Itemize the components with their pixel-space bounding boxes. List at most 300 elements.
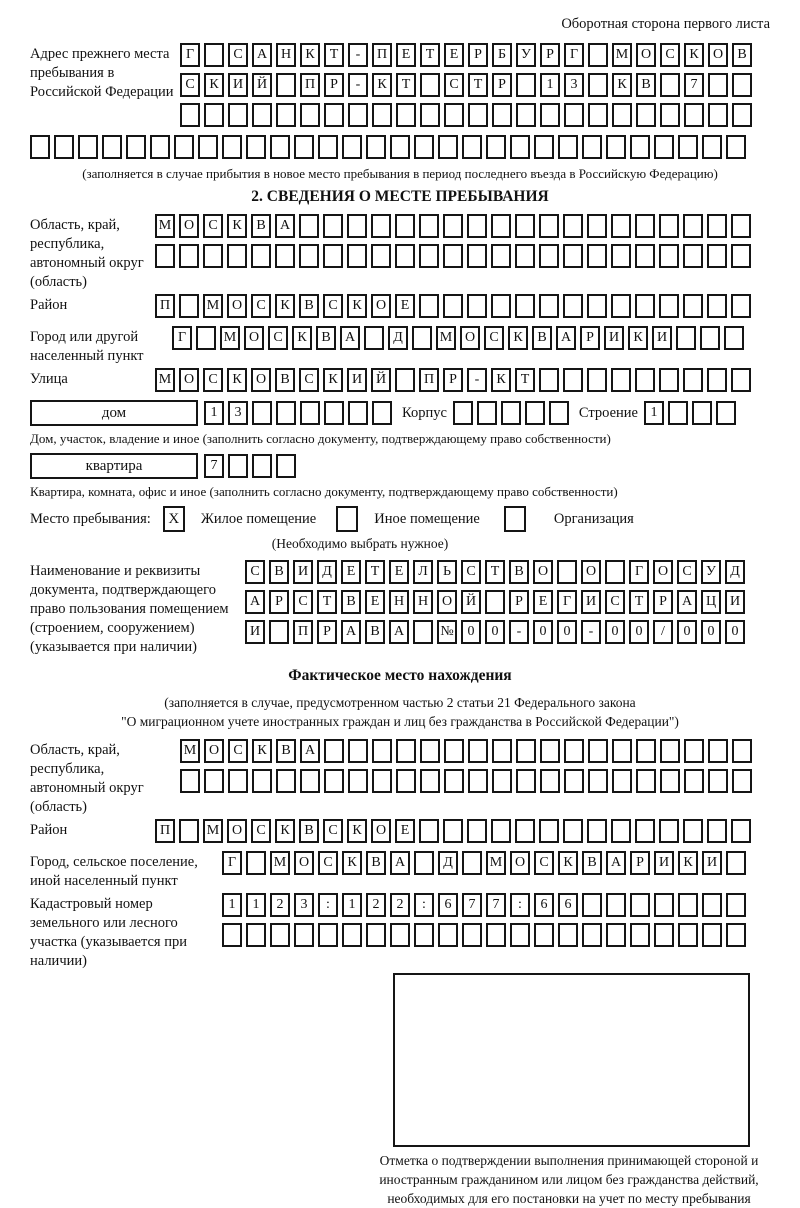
char-cell[interactable] <box>324 401 344 425</box>
char-cell[interactable]: Г <box>629 560 649 584</box>
char-cell[interactable]: Д <box>388 326 408 350</box>
char-cell[interactable] <box>420 739 440 763</box>
char-cell[interactable] <box>582 135 602 159</box>
char-cell[interactable] <box>707 214 727 238</box>
char-cell[interactable] <box>636 103 656 127</box>
char-cell[interactable] <box>611 244 631 268</box>
char-cell[interactable] <box>525 401 545 425</box>
char-cell[interactable] <box>444 769 464 793</box>
char-cell[interactable] <box>395 244 415 268</box>
char-cell[interactable]: В <box>276 739 296 763</box>
char-cell[interactable] <box>444 103 464 127</box>
char-cell[interactable] <box>563 368 583 392</box>
char-cell[interactable] <box>324 769 344 793</box>
char-cell[interactable]: Ц <box>701 590 721 614</box>
char-cell[interactable]: : <box>510 893 530 917</box>
char-cell[interactable] <box>563 214 583 238</box>
char-cell[interactable] <box>588 73 608 97</box>
char-cell[interactable]: В <box>299 294 319 318</box>
char-cell[interactable] <box>726 893 746 917</box>
char-cell[interactable]: М <box>436 326 456 350</box>
char-cell[interactable] <box>636 739 656 763</box>
char-cell[interactable] <box>659 244 679 268</box>
char-cell[interactable] <box>654 135 674 159</box>
char-cell[interactable]: В <box>532 326 552 350</box>
char-cell[interactable]: В <box>509 560 529 584</box>
char-cell[interactable]: К <box>275 819 295 843</box>
char-cell[interactable]: 1 <box>204 401 224 425</box>
char-cell[interactable] <box>563 244 583 268</box>
char-cell[interactable] <box>443 214 463 238</box>
char-cell[interactable] <box>492 739 512 763</box>
char-cell[interactable]: 2 <box>270 893 290 917</box>
char-cell[interactable]: Й <box>252 73 272 97</box>
char-cell[interactable]: 1 <box>222 893 242 917</box>
char-cell[interactable]: - <box>348 43 368 67</box>
char-cell[interactable] <box>412 326 432 350</box>
char-cell[interactable]: Т <box>629 590 649 614</box>
char-cell[interactable]: 6 <box>558 893 578 917</box>
char-cell[interactable] <box>492 103 512 127</box>
char-cell[interactable] <box>587 368 607 392</box>
char-cell[interactable] <box>366 135 386 159</box>
char-cell[interactable]: 0 <box>701 620 721 644</box>
char-cell[interactable] <box>582 893 602 917</box>
char-cell[interactable]: - <box>348 73 368 97</box>
char-cell[interactable]: К <box>508 326 528 350</box>
char-cell[interactable] <box>251 244 271 268</box>
char-cell[interactable] <box>540 103 560 127</box>
char-cell[interactable]: М <box>486 851 506 875</box>
char-cell[interactable]: Д <box>725 560 745 584</box>
char-cell[interactable]: И <box>228 73 248 97</box>
char-cell[interactable] <box>676 326 696 350</box>
char-cell[interactable] <box>318 923 338 947</box>
char-cell[interactable]: К <box>347 819 367 843</box>
char-cell[interactable]: В <box>275 368 295 392</box>
char-cell[interactable] <box>275 244 295 268</box>
char-cell[interactable]: И <box>654 851 674 875</box>
char-cell[interactable]: 0 <box>461 620 481 644</box>
char-cell[interactable] <box>516 73 536 97</box>
char-cell[interactable] <box>516 769 536 793</box>
char-cell[interactable]: В <box>366 851 386 875</box>
char-cell[interactable]: 7 <box>684 73 704 97</box>
char-cell[interactable]: 7 <box>462 893 482 917</box>
char-cell[interactable]: Е <box>444 43 464 67</box>
char-cell[interactable]: Р <box>468 43 488 67</box>
char-cell[interactable]: П <box>293 620 313 644</box>
char-cell[interactable] <box>252 103 272 127</box>
char-cell[interactable] <box>390 135 410 159</box>
char-cell[interactable]: М <box>203 294 223 318</box>
char-cell[interactable]: И <box>604 326 624 350</box>
char-cell[interactable] <box>486 923 506 947</box>
char-cell[interactable] <box>606 893 626 917</box>
char-cell[interactable] <box>485 590 505 614</box>
char-cell[interactable]: Е <box>395 819 415 843</box>
char-cell[interactable] <box>228 769 248 793</box>
char-cell[interactable] <box>491 244 511 268</box>
char-cell[interactable] <box>692 401 712 425</box>
char-cell[interactable] <box>588 739 608 763</box>
char-cell[interactable] <box>539 214 559 238</box>
char-cell[interactable]: В <box>365 620 385 644</box>
char-cell[interactable] <box>539 244 559 268</box>
char-cell[interactable] <box>468 739 488 763</box>
char-cell[interactable] <box>179 244 199 268</box>
char-cell[interactable] <box>300 769 320 793</box>
char-cell[interactable] <box>563 819 583 843</box>
char-cell[interactable] <box>276 73 296 97</box>
char-cell[interactable] <box>726 135 746 159</box>
char-cell[interactable]: Г <box>222 851 242 875</box>
char-cell[interactable]: О <box>179 214 199 238</box>
char-cell[interactable]: В <box>299 819 319 843</box>
char-cell[interactable] <box>501 401 521 425</box>
char-cell[interactable] <box>444 739 464 763</box>
char-cell[interactable]: П <box>372 43 392 67</box>
char-cell[interactable]: О <box>533 560 553 584</box>
char-cell[interactable]: О <box>227 819 247 843</box>
char-cell[interactable] <box>660 103 680 127</box>
char-cell[interactable] <box>510 923 530 947</box>
char-cell[interactable]: К <box>323 368 343 392</box>
char-cell[interactable]: О <box>653 560 673 584</box>
char-cell[interactable] <box>635 819 655 843</box>
char-cell[interactable] <box>180 769 200 793</box>
char-cell[interactable]: О <box>437 590 457 614</box>
char-cell[interactable]: К <box>558 851 578 875</box>
char-cell[interactable]: А <box>245 590 265 614</box>
char-cell[interactable]: В <box>341 590 361 614</box>
char-cell[interactable] <box>372 769 392 793</box>
char-cell[interactable]: 7 <box>204 454 224 478</box>
char-cell[interactable] <box>683 294 703 318</box>
char-cell[interactable] <box>276 401 296 425</box>
char-cell[interactable] <box>204 769 224 793</box>
char-cell[interactable]: К <box>372 73 392 97</box>
char-cell[interactable]: Е <box>396 43 416 67</box>
char-cell[interactable] <box>443 819 463 843</box>
char-cell[interactable] <box>126 135 146 159</box>
char-cell[interactable] <box>491 294 511 318</box>
char-cell[interactable] <box>515 819 535 843</box>
char-cell[interactable] <box>563 294 583 318</box>
char-cell[interactable] <box>462 851 482 875</box>
char-cell[interactable] <box>612 769 632 793</box>
char-cell[interactable] <box>204 43 224 67</box>
char-cell[interactable]: Т <box>420 43 440 67</box>
char-cell[interactable] <box>708 739 728 763</box>
char-cell[interactable] <box>707 244 727 268</box>
char-cell[interactable]: С <box>299 368 319 392</box>
char-cell[interactable]: В <box>269 560 289 584</box>
char-cell[interactable] <box>204 103 224 127</box>
char-cell[interactable] <box>300 401 320 425</box>
char-cell[interactable] <box>708 769 728 793</box>
char-cell[interactable] <box>659 214 679 238</box>
char-cell[interactable] <box>462 923 482 947</box>
char-cell[interactable] <box>179 819 199 843</box>
char-cell[interactable] <box>299 244 319 268</box>
char-cell[interactable] <box>30 135 50 159</box>
char-cell[interactable]: 0 <box>533 620 553 644</box>
char-cell[interactable]: О <box>581 560 601 584</box>
char-cell[interactable]: К <box>227 368 247 392</box>
char-cell[interactable] <box>462 135 482 159</box>
char-cell[interactable]: П <box>155 819 175 843</box>
char-cell[interactable] <box>636 769 656 793</box>
char-cell[interactable] <box>731 368 751 392</box>
char-cell[interactable] <box>700 326 720 350</box>
char-cell[interactable]: Й <box>371 368 391 392</box>
char-cell[interactable]: К <box>342 851 362 875</box>
char-cell[interactable] <box>270 923 290 947</box>
char-cell[interactable] <box>684 103 704 127</box>
char-cell[interactable] <box>635 214 655 238</box>
char-cell[interactable]: О <box>244 326 264 350</box>
char-cell[interactable]: А <box>389 620 409 644</box>
char-cell[interactable]: 7 <box>486 893 506 917</box>
char-cell[interactable]: 1 <box>246 893 266 917</box>
char-cell[interactable]: С <box>293 590 313 614</box>
char-cell[interactable] <box>371 214 391 238</box>
char-cell[interactable]: П <box>419 368 439 392</box>
char-cell[interactable]: К <box>292 326 312 350</box>
char-cell[interactable] <box>276 769 296 793</box>
char-cell[interactable]: С <box>251 819 271 843</box>
char-cell[interactable]: Е <box>341 560 361 584</box>
char-cell[interactable] <box>486 135 506 159</box>
char-cell[interactable] <box>558 923 578 947</box>
char-cell[interactable]: С <box>660 43 680 67</box>
char-cell[interactable] <box>678 923 698 947</box>
char-cell[interactable] <box>702 923 722 947</box>
char-cell[interactable]: С <box>228 43 248 67</box>
char-cell[interactable]: С <box>323 294 343 318</box>
char-cell[interactable] <box>678 135 698 159</box>
char-cell[interactable] <box>348 739 368 763</box>
char-cell[interactable] <box>635 368 655 392</box>
char-cell[interactable]: С <box>318 851 338 875</box>
char-cell[interactable] <box>252 454 272 478</box>
char-cell[interactable] <box>413 620 433 644</box>
char-cell[interactable] <box>678 893 698 917</box>
char-cell[interactable]: О <box>460 326 480 350</box>
char-cell[interactable]: - <box>509 620 529 644</box>
char-cell[interactable] <box>414 135 434 159</box>
char-cell[interactable]: К <box>275 294 295 318</box>
char-cell[interactable] <box>654 923 674 947</box>
char-cell[interactable] <box>366 923 386 947</box>
char-cell[interactable] <box>611 368 631 392</box>
char-cell[interactable] <box>419 244 439 268</box>
char-cell[interactable] <box>323 244 343 268</box>
char-cell[interactable]: Р <box>509 590 529 614</box>
char-cell[interactable] <box>492 769 512 793</box>
char-cell[interactable] <box>364 326 384 350</box>
char-cell[interactable] <box>323 214 343 238</box>
char-cell[interactable]: М <box>155 368 175 392</box>
char-cell[interactable]: / <box>653 620 673 644</box>
char-cell[interactable] <box>372 739 392 763</box>
char-cell[interactable]: П <box>155 294 175 318</box>
char-cell[interactable]: Г <box>180 43 200 67</box>
char-cell[interactable] <box>453 401 473 425</box>
char-cell[interactable]: К <box>347 294 367 318</box>
char-cell[interactable] <box>660 769 680 793</box>
char-cell[interactable]: О <box>371 294 391 318</box>
char-cell[interactable]: С <box>323 819 343 843</box>
char-cell[interactable] <box>606 135 626 159</box>
char-cell[interactable]: К <box>204 73 224 97</box>
char-cell[interactable] <box>468 769 488 793</box>
char-cell[interactable] <box>371 244 391 268</box>
char-cell[interactable]: С <box>268 326 288 350</box>
char-cell[interactable] <box>246 851 266 875</box>
char-cell[interactable]: В <box>582 851 602 875</box>
char-cell[interactable] <box>731 819 751 843</box>
char-cell[interactable] <box>726 851 746 875</box>
char-cell[interactable] <box>732 73 752 97</box>
char-cell[interactable]: : <box>318 893 338 917</box>
char-cell[interactable] <box>611 214 631 238</box>
char-cell[interactable] <box>347 244 367 268</box>
char-cell[interactable] <box>707 294 727 318</box>
char-cell[interactable] <box>227 244 247 268</box>
char-cell[interactable]: С <box>484 326 504 350</box>
char-cell[interactable] <box>318 135 338 159</box>
char-cell[interactable]: И <box>652 326 672 350</box>
char-cell[interactable] <box>420 73 440 97</box>
char-cell[interactable] <box>534 923 554 947</box>
char-cell[interactable]: А <box>341 620 361 644</box>
char-cell[interactable] <box>395 214 415 238</box>
char-cell[interactable]: : <box>414 893 434 917</box>
char-cell[interactable] <box>180 103 200 127</box>
char-cell[interactable] <box>702 135 722 159</box>
char-cell[interactable] <box>510 135 530 159</box>
char-cell[interactable] <box>294 135 314 159</box>
char-cell[interactable]: 2 <box>390 893 410 917</box>
char-cell[interactable] <box>587 244 607 268</box>
char-cell[interactable] <box>683 368 703 392</box>
char-cell[interactable] <box>468 103 488 127</box>
char-cell[interactable] <box>732 103 752 127</box>
char-cell[interactable]: О <box>227 294 247 318</box>
char-cell[interactable] <box>564 103 584 127</box>
char-cell[interactable] <box>324 103 344 127</box>
char-cell[interactable]: Р <box>492 73 512 97</box>
char-cell[interactable]: 0 <box>605 620 625 644</box>
char-cell[interactable]: О <box>179 368 199 392</box>
char-cell[interactable] <box>396 769 416 793</box>
char-cell[interactable] <box>252 401 272 425</box>
char-cell[interactable] <box>612 739 632 763</box>
char-cell[interactable]: Т <box>485 560 505 584</box>
char-cell[interactable]: О <box>708 43 728 67</box>
char-cell[interactable] <box>467 819 487 843</box>
char-cell[interactable] <box>443 294 463 318</box>
char-cell[interactable]: М <box>612 43 632 67</box>
char-cell[interactable] <box>540 739 560 763</box>
char-cell[interactable]: М <box>180 739 200 763</box>
char-cell[interactable]: К <box>300 43 320 67</box>
char-cell[interactable] <box>726 923 746 947</box>
char-cell[interactable] <box>269 620 289 644</box>
char-cell[interactable] <box>515 244 535 268</box>
char-cell[interactable]: В <box>732 43 752 67</box>
char-cell[interactable]: К <box>612 73 632 97</box>
char-cell[interactable]: А <box>252 43 272 67</box>
char-cell[interactable]: С <box>251 294 271 318</box>
char-cell[interactable]: К <box>628 326 648 350</box>
char-cell[interactable]: Н <box>276 43 296 67</box>
char-cell[interactable] <box>684 769 704 793</box>
char-cell[interactable]: А <box>390 851 410 875</box>
char-cell[interactable]: 6 <box>438 893 458 917</box>
char-cell[interactable] <box>222 923 242 947</box>
char-cell[interactable] <box>198 135 218 159</box>
char-cell[interactable] <box>78 135 98 159</box>
char-cell[interactable] <box>419 819 439 843</box>
char-cell[interactable] <box>203 244 223 268</box>
char-cell[interactable] <box>587 214 607 238</box>
char-cell[interactable]: В <box>316 326 336 350</box>
char-cell[interactable]: Р <box>630 851 650 875</box>
char-cell[interactable]: С <box>203 214 223 238</box>
char-cell[interactable] <box>179 294 199 318</box>
char-cell[interactable] <box>276 103 296 127</box>
char-cell[interactable] <box>612 103 632 127</box>
char-cell[interactable] <box>372 401 392 425</box>
char-cell[interactable] <box>276 454 296 478</box>
char-cell[interactable]: - <box>467 368 487 392</box>
char-cell[interactable]: 0 <box>725 620 745 644</box>
char-cell[interactable]: Т <box>324 43 344 67</box>
char-cell[interactable] <box>348 769 368 793</box>
char-cell[interactable] <box>557 560 577 584</box>
char-cell[interactable] <box>348 401 368 425</box>
char-cell[interactable]: С <box>245 560 265 584</box>
char-cell[interactable] <box>342 923 362 947</box>
char-cell[interactable]: С <box>203 368 223 392</box>
char-cell[interactable] <box>724 326 744 350</box>
char-cell[interactable]: Р <box>324 73 344 97</box>
char-cell[interactable]: С <box>444 73 464 97</box>
char-cell[interactable] <box>707 368 727 392</box>
char-cell[interactable]: Г <box>557 590 577 614</box>
char-cell[interactable]: 2 <box>366 893 386 917</box>
char-cell[interactable]: Е <box>395 294 415 318</box>
checkbox-inoe[interactable] <box>336 506 358 532</box>
checkbox-zhiloe[interactable]: X <box>163 506 185 532</box>
char-cell[interactable]: Д <box>438 851 458 875</box>
char-cell[interactable] <box>587 294 607 318</box>
char-cell[interactable] <box>702 893 722 917</box>
char-cell[interactable] <box>467 294 487 318</box>
char-cell[interactable] <box>684 739 704 763</box>
char-cell[interactable] <box>395 368 415 392</box>
char-cell[interactable]: Й <box>461 590 481 614</box>
char-cell[interactable] <box>299 214 319 238</box>
char-cell[interactable] <box>588 103 608 127</box>
char-cell[interactable]: 3 <box>294 893 314 917</box>
char-cell[interactable] <box>477 401 497 425</box>
char-cell[interactable]: С <box>461 560 481 584</box>
char-cell[interactable]: М <box>155 214 175 238</box>
